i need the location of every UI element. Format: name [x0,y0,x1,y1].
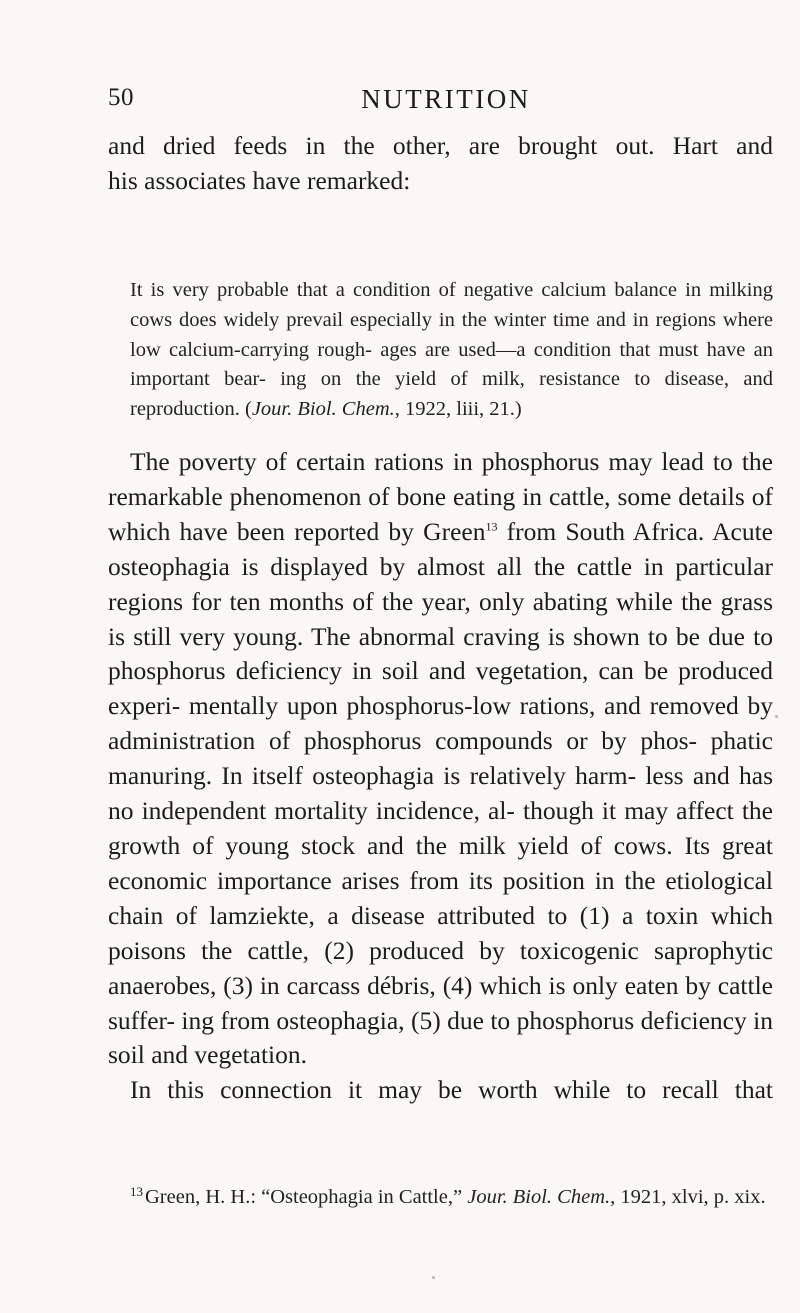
quote-text: It is very probable that a condition of negative calcium balance in milking cows does widely prevail especially in the winter time and in regions where low calcium-carrying rough- ages are used—a condition that must have an important bear- ing on the yield of milk, resistance to disease, and reproduction. [130,279,773,421]
paragraph: The poverty of certain rations in phosphorus may lead to the remarkable phenomenon of bone eating in cattle, some details of which have been reported by Green$^{13}$ from South Africa. Acute osteophagia is displayed by almost all the cattle in particular regions for ten months of the year, only abating while the grass is still very young. The abnormal craving is shown to be due to phosphorus deficiency in soil and vegetation, can be produced experi- mentally upon phosphorus-low rations, and removed by administration of phosphorus compounds or by phos- phatic manuring. In itself osteophagia is relatively harm- less and has no independent mortality incidence, al- though it may affect the growth of young stock and the milk yield of cows. Its great economic importance arises from its position in the etiological chain of lamziekte, a disease attributed to (1) a toxin which poisons the cattle, (2) produced by toxicogenic saprophytic anaerobes, (3) in carcass débris, (4) which is only eaten by cattle suffer- ing from osteophagia, (5) due to phosphorus deficiency in soil and vegetation. [108,447,773,1070]
intro-line: and dried feeds in the other, are brought out. Hart and [108,131,773,160]
block-quote [130,276,773,425]
footnote-mark: 13 [130,1184,143,1199]
paper-speck [775,715,778,718]
citation-journal: Jour. Biol. Chem. [251,398,395,421]
footnote-journal: Jour. Biol. Chem. [467,1186,611,1208]
paper-speck [432,1276,435,1279]
intro-paragraph [108,129,773,199]
footnote-reference: 13 [485,519,498,534]
page-number: 50 [108,84,134,111]
running-head: NUTRITION [361,84,531,114]
main-text [108,445,773,1108]
page-header [108,84,748,120]
footnote: $^{13}$Green, H. H.: “Osteophagia in Cattle,” Jour. Biol. Chem., 1921, xlvi, p. xix. [130,1184,766,1208]
quote-citation: (Jour. Biol. Chem., 1922, liii, 21.) [245,398,522,421]
paragraph: In this connection it may be worth while to recall that [130,1075,773,1105]
intro-line: his associates have remarked: [108,165,411,195]
